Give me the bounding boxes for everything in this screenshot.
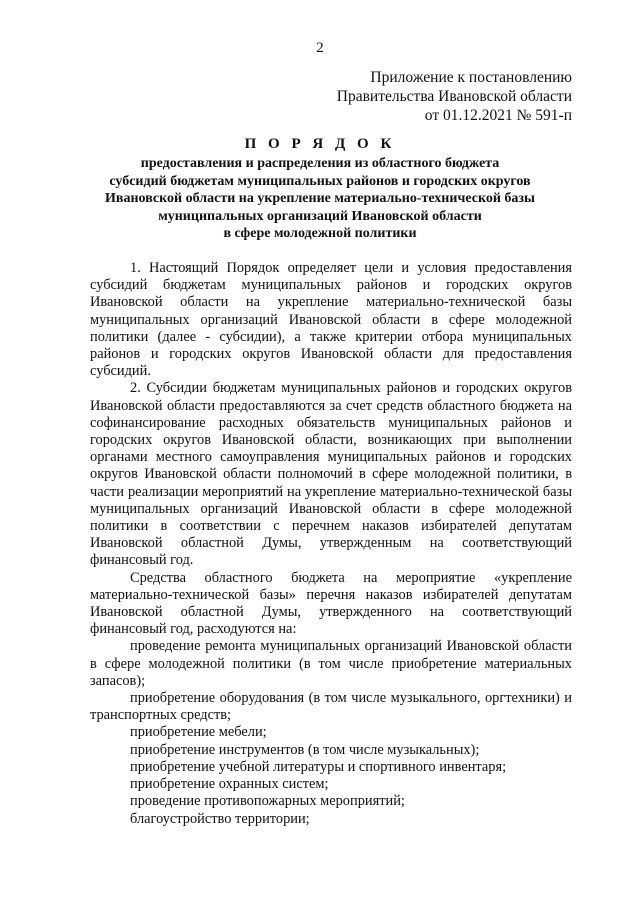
document-title: П О Р Я Д О К [244, 136, 396, 152]
subtitle-line: предоставления и распределения из областного бюджета [140, 156, 500, 171]
paragraph: Средства областного бюджета на мероприятие «укрепление материально-технической базы» перечня наказов избирателей депутатам Ивановской областной Думы, утвержденного на соответствующий финансовый год, расходуются на: [90, 569, 572, 638]
paragraph: приобретение инструментов (в том числе музыкальных); [130, 741, 480, 758]
subtitle-line: в сфере молодежной политики [223, 226, 417, 242]
paragraph: 2. Субсидии бюджетам муниципальных районов и городских округов Ивановской области предоставляются за счет средств областного бюджета на софинансирование расходных обязательств муниципальных районов и городских округов Ивановской области, возникающих при выполнении органами местного самоуправления муниципальных районов и городских округов Ивановской области полномочий в сфере молодежной политики, в части реализации мероприятий на укрепление материально-технической базы муниципальных организаций Ивановской области в сфере молодежной политики в соответствии с перечнем наказов избирателей депутатам Ивановской областной Думы, утвержденным на соответствующий финансовый год. [90, 380, 572, 569]
document-subtitle [78, 155, 562, 243]
appendix-reference [337, 68, 572, 125]
paragraph: приобретение мебели; [130, 724, 267, 741]
appendix-line: Правительства Ивановской области [336, 88, 572, 105]
paragraph: проведение противопожарных мероприятий; [130, 793, 405, 810]
subtitle-line: муниципальных организаций Ивановской области [158, 208, 482, 224]
document-body [90, 260, 572, 828]
subtitle-line: субсидий бюджетам муниципальных районов и городских округов [109, 173, 531, 189]
appendix-line: от 01.12.2021 № 591-п [424, 107, 572, 124]
paragraph: приобретение учебной литературы и спортивного инвентаря; [130, 758, 507, 775]
paragraph: приобретение оборудования (в том числе музыкального, оргтехники) и транспортных средств; [90, 690, 572, 724]
paragraph: приобретение охранных систем; [130, 776, 329, 793]
page-number: 2 [316, 40, 324, 56]
paragraph: 1. Настоящий Порядок определяет цели и условия предоставления субсидий бюджетам муниципальных районов и городских округов Ивановской области на укрепление материально-технической базы муниципальных организаций Ивановской области в сфере молодежной политики (далее - субсидии), а также критерии отбора муниципальных районов и городских округов Ивановской области для предоставления субсидий. [90, 260, 572, 380]
subtitle-line: Ивановской области на укрепление материально-технической базы [105, 191, 535, 207]
paragraph: благоустройство территории; [130, 810, 310, 827]
appendix-line: Приложение к постановлению [370, 69, 572, 86]
paragraph: проведение ремонта муниципальных организаций Ивановской области в сфере молодежной политики (в том числе приобретение материальных запасов); [90, 638, 572, 689]
